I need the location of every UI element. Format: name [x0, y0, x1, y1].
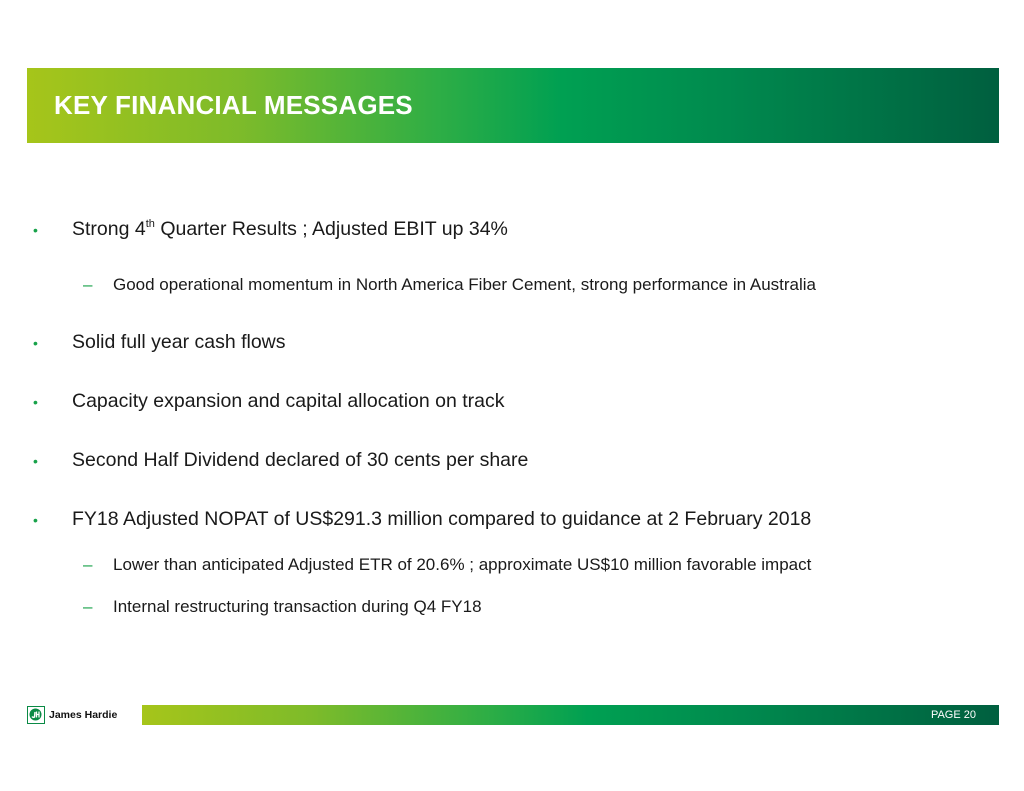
dash-marker: – — [83, 275, 93, 294]
footer-logo — [27, 704, 142, 726]
bullet-5-sub-2: Internal restructuring transaction during Q4 FY18 — [113, 597, 482, 616]
bullet-1-sub-1: Good operational momentum in North America Fiber Cement, strong performance in Australia — [113, 275, 816, 294]
bullet-1-post: Quarter Results ; Adjusted EBIT up 34% — [154, 218, 508, 240]
slide-title: KEY FINANCIAL MESSAGES — [54, 90, 413, 120]
bullet-marker: • — [33, 222, 38, 238]
bullet-1-sup: th — [145, 217, 155, 230]
dash-marker: – — [83, 555, 93, 574]
logo-text: James Hardie — [49, 709, 118, 721]
bullet-marker: • — [33, 335, 38, 351]
bullet-3-text: Capacity expansion and capital allocation on track — [72, 390, 505, 412]
james-hardie-logo-icon — [27, 706, 45, 724]
dash-marker: – — [83, 597, 93, 616]
page-number: PAGE 20 — [930, 709, 976, 721]
bullet-marker: • — [33, 512, 38, 528]
bullet-marker: • — [33, 453, 38, 469]
bullet-5-text: FY18 Adjusted NOPAT of US$291.3 million compared to guidance at 2 February 2018 — [72, 508, 812, 530]
bullet-1-text — [72, 217, 508, 241]
bullet-5-sub-1: Lower than anticipated Adjusted ETR of 20.6% ; approximate US$10 million favorable impact — [113, 555, 812, 574]
bullet-2-text: Solid full year cash flows — [72, 331, 286, 353]
footer-bar — [142, 705, 999, 725]
bullet-marker: • — [33, 394, 38, 410]
bullet-4-text: Second Half Dividend declared of 30 cents per share — [72, 449, 529, 471]
bullet-1-pre: Strong 4 — [72, 218, 146, 240]
